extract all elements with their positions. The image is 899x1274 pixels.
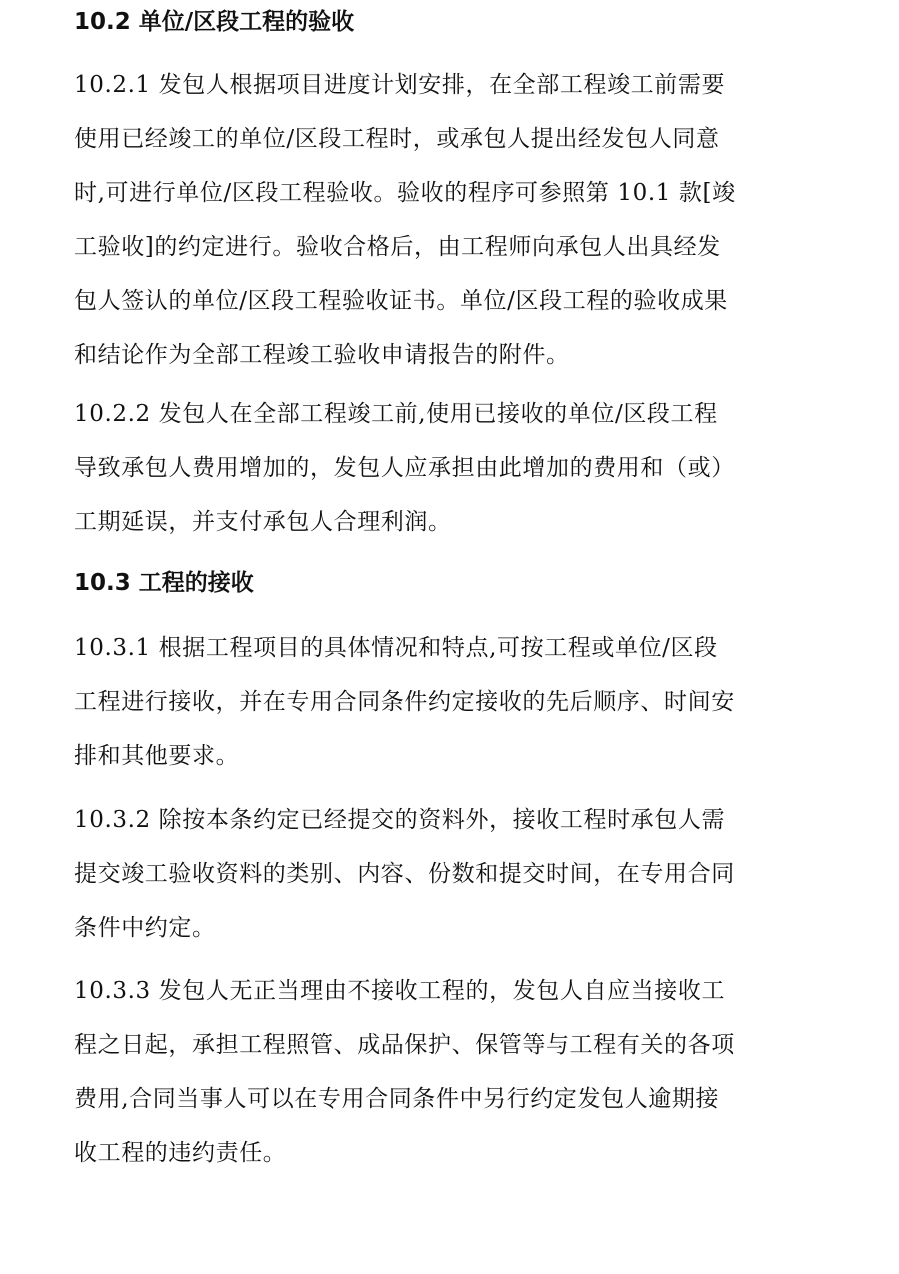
text-line: 10.3.2 除按本条约定已经提交的资料外，接收工程时承包人需	[74, 807, 726, 833]
clause-10-2-2	[74, 387, 834, 549]
section-heading-10-3: 10.3 工程的接收	[74, 570, 254, 596]
text-line: 10.3.3 发包人无正当理由不接收工程的，发包人自应当接收工	[74, 978, 726, 1004]
text-line: 10.2.1 发包人根据项目进度计划安排，在全部工程竣工前需要	[74, 72, 726, 98]
text-line: 排和其他要求。	[74, 743, 240, 769]
section-heading-10-2: 10.2 单位/区段工程的验收	[74, 9, 355, 35]
text-line: 条件中约定。	[74, 915, 216, 941]
text-line: 收工程的违约责任。	[74, 1140, 287, 1166]
text-line: 工验收]的约定进行。验收合格后，由工程师向承包人出具经发	[74, 234, 721, 260]
text-line: 10.2.2 发包人在全部工程竣工前,使用已接收的单位/区段工程	[74, 401, 718, 427]
clause-10-3-1	[74, 621, 834, 783]
text-line: 和结论作为全部工程竣工验收申请报告的附件。	[74, 342, 570, 368]
text-line: 10.3.1 根据工程项目的具体情况和特点,可按工程或单位/区段	[74, 635, 718, 661]
text-line: 程之日起，承担工程照管、成品保护、保管等与工程有关的各项	[74, 1032, 735, 1058]
text-line: 提交竣工验收资料的类别、内容、份数和提交时间，在专用合同	[74, 861, 735, 887]
text-line: 工程进行接收，并在专用合同条件约定接收的先后顺序、时间安	[74, 689, 735, 715]
text-line: 工期延误，并支付承包人合理利润。	[74, 509, 452, 535]
clause-10-2-1	[74, 58, 834, 382]
clause-10-3-2	[74, 793, 834, 955]
clause-10-3-3	[74, 964, 834, 1180]
text-line: 时,可进行单位/区段工程验收。验收的程序可参照第 10.1 款[竣	[74, 180, 736, 206]
text-line: 导致承包人费用增加的，发包人应承担由此增加的费用和（或）	[74, 455, 735, 481]
text-line: 包人签认的单位/区段工程验收证书。单位/区段工程的验收成果	[74, 288, 728, 314]
text-line: 使用已经竣工的单位/区段工程时，或承包人提出经发包人同意	[74, 126, 720, 152]
text-line: 费用,合同当事人可以在专用合同条件中另行约定发包人逾期接	[74, 1086, 720, 1112]
